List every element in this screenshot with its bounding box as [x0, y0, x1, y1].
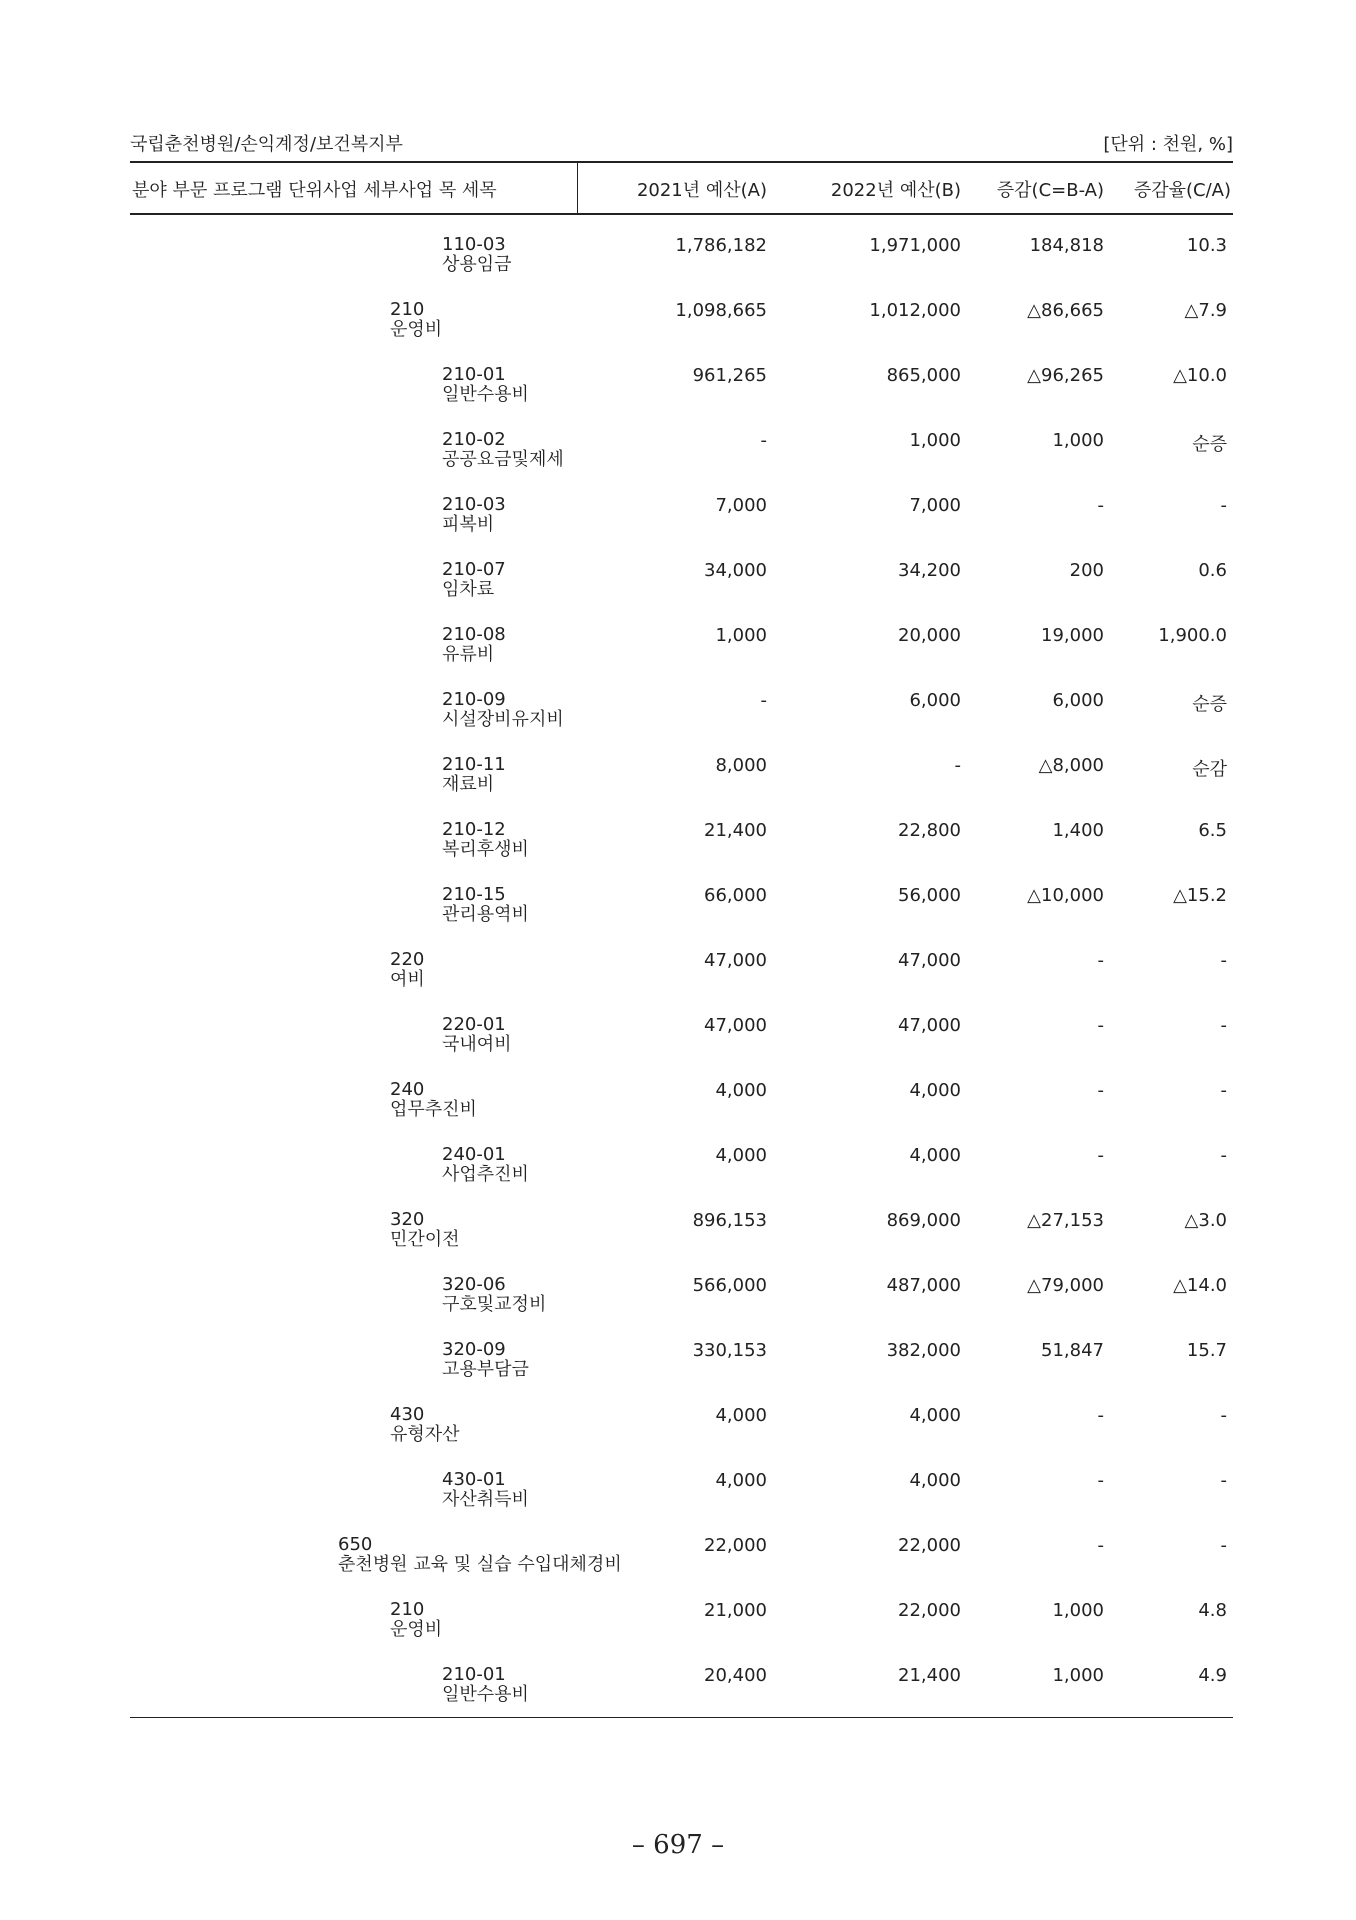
row-2021-budget: 66,000 [704, 885, 767, 906]
row-code [442, 1470, 529, 1510]
row-diff: △8,000 [1038, 755, 1104, 776]
row-code [442, 625, 506, 665]
row-code-number: 210-09 [442, 689, 506, 710]
row-item-name: 구호및교정비 [442, 1294, 547, 1315]
col-diff: 증감(C=B-A) [996, 180, 1104, 201]
row-rate: - [1220, 950, 1227, 971]
row-code-number: 210-08 [442, 624, 506, 645]
row-rate: 6.5 [1198, 820, 1227, 841]
row-rate: - [1220, 1080, 1227, 1101]
row-item-name: 국내여비 [442, 1034, 512, 1055]
row-item-name: 운영비 [390, 1619, 443, 1640]
row-rate: △3.0 [1184, 1210, 1227, 1231]
row-diff: - [1097, 1080, 1104, 1101]
row-item-name: 춘천병원 교육 및 실습 수입대체경비 [338, 1554, 622, 1575]
table-row [130, 1524, 1233, 1589]
table-row [130, 744, 1233, 809]
row-diff: △96,265 [1027, 365, 1104, 386]
row-rate: △14.0 [1173, 1275, 1227, 1296]
row-item-name: 관리용역비 [442, 904, 529, 925]
row-diff: 1,400 [1052, 820, 1104, 841]
row-rate: △15.2 [1173, 885, 1227, 906]
row-rate: - [1220, 1015, 1227, 1036]
row-item-name: 유형자산 [390, 1424, 460, 1445]
table-row [130, 354, 1233, 419]
table-row [130, 809, 1233, 874]
row-2022-budget: 34,200 [898, 560, 961, 581]
row-2021-budget: 47,000 [704, 950, 767, 971]
row-code-number: 320-09 [442, 1339, 506, 1360]
row-rate: 15.7 [1186, 1340, 1227, 1361]
row-code-number: 210-11 [442, 754, 506, 775]
row-code [338, 1535, 622, 1575]
row-item-name: 시설장비유지비 [442, 709, 564, 730]
row-rate: 0.6 [1198, 560, 1227, 581]
row-diff: - [1097, 950, 1104, 971]
row-diff: 6,000 [1052, 690, 1104, 711]
row-2022-budget: 865,000 [886, 365, 961, 386]
org-path: 국립춘천병원/손익계정/보건복지부 [130, 134, 403, 155]
row-2022-budget: 47,000 [898, 1015, 961, 1036]
row-code [442, 560, 506, 600]
row-2021-budget: 20,400 [704, 1665, 767, 1686]
row-item-name: 복리후생비 [442, 839, 529, 860]
row-code [442, 820, 529, 860]
row-2022-budget: 56,000 [898, 885, 961, 906]
table-row [130, 289, 1233, 354]
row-diff: - [1097, 1535, 1104, 1556]
row-2022-budget: 1,000 [909, 430, 961, 451]
row-code-number: 430 [390, 1404, 425, 1425]
row-code [442, 885, 529, 925]
row-code [442, 755, 506, 795]
row-2022-budget: 22,000 [898, 1535, 961, 1556]
row-2021-budget: 8,000 [715, 755, 767, 776]
row-2022-budget: 487,000 [886, 1275, 961, 1296]
row-2022-budget: 22,000 [898, 1600, 961, 1621]
row-2022-budget: 382,000 [886, 1340, 961, 1361]
row-diff: - [1097, 1405, 1104, 1426]
row-2021-budget: 330,153 [692, 1340, 767, 1361]
row-code [390, 1080, 477, 1120]
row-item-name: 유류비 [442, 644, 495, 665]
table-row [130, 679, 1233, 744]
table-row [130, 1134, 1233, 1199]
row-code [390, 300, 442, 340]
row-code-number: 210-01 [442, 1664, 506, 1685]
row-2021-budget: 21,400 [704, 820, 767, 841]
row-code-number: 430-01 [442, 1469, 506, 1490]
row-item-name: 공공요금및제세 [442, 449, 564, 470]
table-row [130, 1264, 1233, 1329]
row-rate: - [1220, 1145, 1227, 1166]
col-category: 분야 부문 프로그램 단위사업 세부사업 목 세목 [132, 180, 497, 201]
row-code [442, 1340, 529, 1380]
row-code [442, 1015, 512, 1055]
row-code-number: 210-07 [442, 559, 506, 580]
row-code-number: 210 [390, 1599, 425, 1620]
row-2021-budget: 4,000 [715, 1470, 767, 1491]
row-code-number: 210-01 [442, 364, 506, 385]
row-code-number: 320-06 [442, 1274, 506, 1295]
row-2021-budget: 961,265 [692, 365, 767, 386]
row-diff: △10,000 [1027, 885, 1104, 906]
row-code [442, 430, 564, 470]
row-rate: 4.9 [1198, 1665, 1227, 1686]
row-2022-budget: 4,000 [909, 1080, 961, 1101]
row-2022-budget: 7,000 [909, 495, 961, 516]
row-code [390, 1600, 442, 1640]
row-diff: △79,000 [1027, 1275, 1104, 1296]
row-code [442, 1145, 529, 1185]
table-row [130, 224, 1233, 289]
table-row [130, 939, 1233, 1004]
table-row [130, 549, 1233, 614]
table-row [130, 419, 1233, 484]
row-code-number: 210-15 [442, 884, 506, 905]
row-item-name: 자산취득비 [442, 1489, 529, 1510]
row-item-name: 재료비 [442, 774, 495, 795]
row-rate: - [1220, 1470, 1227, 1491]
row-code [442, 1275, 546, 1315]
row-2022-budget: 4,000 [909, 1470, 961, 1491]
table-row [130, 1394, 1233, 1459]
row-2021-budget: - [760, 430, 767, 451]
row-rate: 순증 [1192, 434, 1227, 455]
row-rate: 4.8 [1198, 1600, 1227, 1621]
row-2022-budget: 20,000 [898, 625, 961, 646]
row-item-name: 피복비 [442, 514, 495, 535]
row-2021-budget: 22,000 [704, 1535, 767, 1556]
table-row [130, 1199, 1233, 1264]
row-2022-budget: 47,000 [898, 950, 961, 971]
row-2022-budget: - [954, 755, 961, 776]
row-2022-budget: 1,012,000 [869, 300, 961, 321]
row-code [442, 690, 564, 730]
header-divider [577, 163, 578, 213]
row-2022-budget: 1,971,000 [869, 235, 961, 256]
row-code-number: 210-12 [442, 819, 506, 840]
row-2021-budget: 4,000 [715, 1145, 767, 1166]
row-code-number: 220 [390, 949, 425, 970]
row-rate: 1,900.0 [1158, 625, 1227, 646]
row-code-number: 320 [390, 1209, 425, 1230]
col-2021: 2021년 예산(A) [636, 180, 767, 201]
row-code-number: 210-03 [442, 494, 506, 515]
row-item-name: 사업추진비 [442, 1164, 529, 1185]
row-rate: △10.0 [1173, 365, 1227, 386]
row-diff: 184,818 [1029, 235, 1104, 256]
table-row [130, 874, 1233, 939]
row-diff: - [1097, 1470, 1104, 1491]
row-2022-budget: 21,400 [898, 1665, 961, 1686]
row-code-number: 210 [390, 299, 425, 320]
table-row [130, 1589, 1233, 1654]
row-diff: - [1097, 495, 1104, 516]
row-code [442, 235, 512, 275]
row-2022-budget: 22,800 [898, 820, 961, 841]
row-2021-budget: 566,000 [692, 1275, 767, 1296]
row-2022-budget: 6,000 [909, 690, 961, 711]
bottom-rule [130, 1717, 1233, 1718]
row-code-number: 650 [338, 1534, 373, 1555]
row-diff: 200 [1069, 560, 1104, 581]
row-code [442, 365, 529, 405]
row-diff: △86,665 [1027, 300, 1104, 321]
row-diff: - [1097, 1015, 1104, 1036]
row-item-name: 상용임금 [442, 254, 512, 275]
row-rate: 10.3 [1186, 235, 1227, 256]
table-row [130, 1459, 1233, 1524]
row-item-name: 일반수용비 [442, 1684, 529, 1705]
row-code-number: 210-02 [442, 429, 506, 450]
row-rate: - [1220, 495, 1227, 516]
row-2021-budget: 1,786,182 [675, 235, 767, 256]
row-code-number: 220-01 [442, 1014, 506, 1035]
row-2021-budget: 4,000 [715, 1405, 767, 1426]
row-item-name: 여비 [390, 969, 425, 990]
row-code [442, 1665, 529, 1705]
row-diff: 1,000 [1052, 430, 1104, 451]
table-caption [130, 130, 1233, 154]
row-code-number: 110-03 [442, 234, 506, 255]
budget-table [130, 161, 1233, 1719]
table-row [130, 1004, 1233, 1069]
row-item-name: 운영비 [390, 319, 443, 340]
table-row [130, 484, 1233, 549]
col-rate: 증감율(C/A) [1133, 180, 1231, 201]
table-header [130, 161, 1233, 215]
row-diff: 1,000 [1052, 1665, 1104, 1686]
row-item-name: 임차료 [442, 579, 495, 600]
table-body [130, 215, 1233, 1719]
row-code [442, 495, 506, 535]
row-code [390, 1210, 460, 1250]
row-2022-budget: 869,000 [886, 1210, 961, 1231]
col-2022: 2022년 예산(B) [830, 180, 961, 201]
row-code [390, 1405, 460, 1445]
row-rate: - [1220, 1405, 1227, 1426]
row-item-name: 민간이전 [390, 1229, 460, 1250]
row-2022-budget: 4,000 [909, 1145, 961, 1166]
row-item-name: 고용부담금 [442, 1359, 529, 1380]
row-diff: 1,000 [1052, 1600, 1104, 1621]
row-code-number: 240 [390, 1079, 425, 1100]
page-number: – 697 – [631, 1830, 725, 1860]
row-code [390, 950, 425, 990]
row-rate: △7.9 [1184, 300, 1227, 321]
row-2021-budget: 1,098,665 [675, 300, 767, 321]
row-2021-budget: 21,000 [704, 1600, 767, 1621]
row-2021-budget: 34,000 [704, 560, 767, 581]
row-diff: △27,153 [1027, 1210, 1104, 1231]
row-2021-budget: - [760, 690, 767, 711]
row-2021-budget: 1,000 [715, 625, 767, 646]
unit-label: [단위 : 천원, %] [1103, 134, 1233, 155]
row-item-name: 업무추진비 [390, 1099, 477, 1120]
table-row [130, 1069, 1233, 1134]
row-rate: 순감 [1192, 759, 1227, 780]
row-2022-budget: 4,000 [909, 1405, 961, 1426]
row-2021-budget: 4,000 [715, 1080, 767, 1101]
row-code-number: 240-01 [442, 1144, 506, 1165]
table-row [130, 1329, 1233, 1394]
row-2021-budget: 896,153 [692, 1210, 767, 1231]
row-diff: - [1097, 1145, 1104, 1166]
row-rate: - [1220, 1535, 1227, 1556]
row-item-name: 일반수용비 [442, 384, 529, 405]
row-2021-budget: 47,000 [704, 1015, 767, 1036]
table-row [130, 614, 1233, 679]
row-rate: 순증 [1192, 694, 1227, 715]
table-row [130, 1654, 1233, 1719]
row-diff: 51,847 [1041, 1340, 1104, 1361]
row-2021-budget: 7,000 [715, 495, 767, 516]
row-diff: 19,000 [1041, 625, 1104, 646]
